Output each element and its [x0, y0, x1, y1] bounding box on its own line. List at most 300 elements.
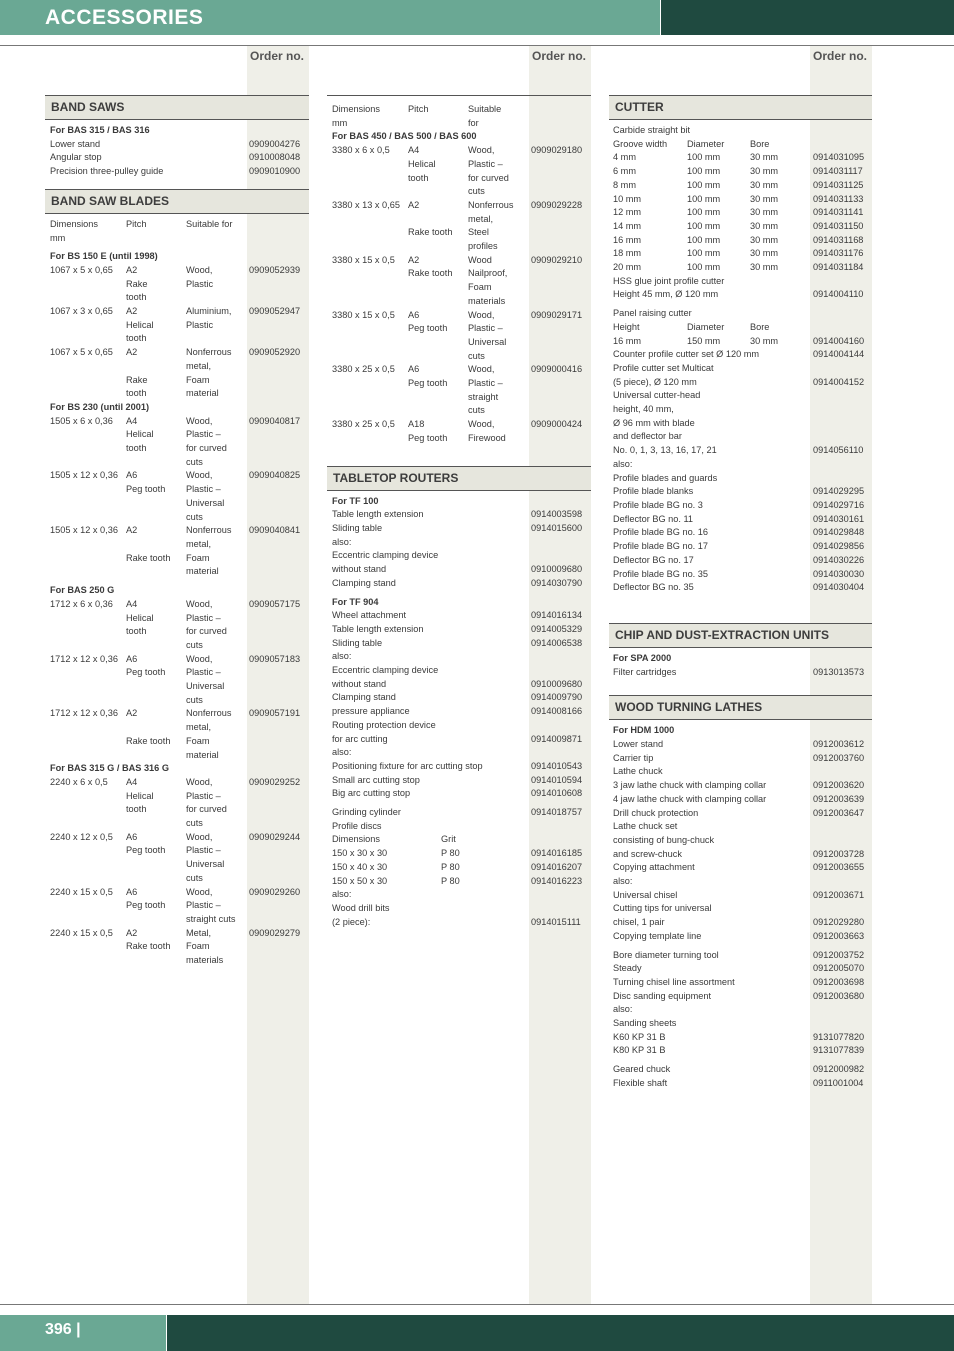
table-row: [609, 417, 872, 431]
cell-col2: 150 mm: [687, 335, 721, 346]
table-row: [609, 752, 872, 766]
order-number: 0909029260: [249, 886, 301, 897]
cell-col1: 3380 x 25 x 0,5: [332, 364, 395, 375]
cell-col2: A6: [126, 886, 138, 897]
table-row: [45, 346, 309, 360]
order-number: 0912003680: [813, 990, 865, 1001]
cell-col3: Bore: [750, 138, 770, 149]
table-row: [45, 497, 309, 511]
section-title: TABLETOP ROUTERS: [327, 466, 591, 491]
table-row: [609, 807, 872, 821]
page-title: ACCESSORIES: [45, 6, 204, 29]
order-number: 0914004152: [813, 376, 865, 387]
table-row: [609, 288, 872, 302]
cell-col3: 30 mm: [750, 220, 779, 231]
cell-col1: mm: [332, 117, 348, 128]
section-rows: [45, 120, 309, 179]
column-content: [609, 95, 872, 1091]
cell-col2: tooth: [126, 388, 147, 399]
table-row: [609, 348, 872, 362]
item-text: also:: [613, 458, 633, 469]
table-row: [45, 428, 309, 442]
cell-col3: Nonferrous: [186, 708, 232, 719]
cell-col1: 150 x 30 x 30: [332, 848, 388, 859]
item-text: Profile blades and guards: [613, 472, 718, 483]
item-text: also:: [332, 747, 352, 758]
order-number: 0909029244: [249, 831, 301, 842]
table-row: [327, 691, 591, 705]
cell-col3: Foam: [468, 282, 492, 293]
cell-col3: cuts: [186, 639, 203, 650]
item-text: K60 KP 31 B: [613, 1031, 666, 1042]
cell-col3: Plastic: [186, 319, 214, 330]
cell-col3: cuts: [468, 405, 485, 416]
footer-bar: [0, 1315, 166, 1351]
table-row: [327, 226, 591, 240]
section-title: CHIP AND DUST-EXTRACTION UNITS: [609, 623, 872, 648]
order-number: 0912003760: [813, 752, 865, 763]
item-text: Grinding cylinder: [332, 807, 401, 818]
order-number: 0913013573: [813, 666, 865, 677]
table-row: [609, 335, 872, 349]
table-row: [609, 1063, 872, 1077]
cell-col2: Peg tooth: [408, 432, 448, 443]
cell-col1: Dimensions: [332, 834, 380, 845]
section-rows: [609, 648, 872, 679]
order-number: 0909040825: [249, 470, 301, 481]
table-row: [609, 568, 872, 582]
table-row: [45, 565, 309, 579]
table-row: [609, 738, 872, 752]
table-row: [45, 250, 309, 264]
cell-col3: Wood,: [186, 831, 213, 842]
table-row: [327, 309, 591, 323]
order-number: 0909057175: [249, 598, 301, 609]
cell-col3: cuts: [186, 818, 203, 829]
cell-col1: 2240 x 6 x 0,5: [50, 776, 108, 787]
item-text: pressure appliance: [332, 706, 410, 717]
table-row: [327, 363, 591, 377]
cell-col2: tooth: [126, 333, 147, 344]
order-number: 0914010608: [531, 788, 583, 799]
item-text: K80 KP 31 B: [613, 1045, 666, 1056]
order-number: 0914029848: [813, 527, 865, 538]
cell-col2: A2: [408, 199, 420, 210]
cell-col3: Plastic: [186, 278, 214, 289]
cell-col1: 150 x 50 x 30: [332, 875, 388, 886]
cell-col3: Aluminium,: [186, 306, 232, 317]
table-row: [327, 536, 591, 550]
item-text: Sanding sheets: [613, 1018, 677, 1029]
table-row: [45, 218, 309, 232]
order-number: 0909029180: [531, 145, 583, 156]
section: [45, 95, 309, 179]
item-text: without stand: [332, 678, 387, 689]
item-text: Big arc cutting stop: [332, 788, 411, 799]
cell-col3: Plastic –: [468, 323, 503, 334]
cell-col3: 30 mm: [750, 179, 779, 190]
cell-col3: 30 mm: [750, 166, 779, 177]
cell-col3: 30 mm: [750, 207, 779, 218]
item-text: Profile cutter set Multicat: [613, 362, 714, 373]
cell-col1: 16 mm: [613, 335, 642, 346]
cell-col2: A4: [408, 145, 420, 156]
item-text: also:: [332, 889, 352, 900]
table-row: [45, 735, 309, 749]
order-number: 0914030161: [813, 513, 865, 524]
order-number: 0912003752: [813, 949, 865, 960]
cell-col1: 6 mm: [613, 166, 636, 177]
table-row: [609, 124, 872, 138]
order-number: 0914009871: [531, 733, 583, 744]
table-row: [327, 185, 591, 199]
table-row: [45, 913, 309, 927]
cell-col3: cuts: [468, 186, 485, 197]
order-number: 0909010900: [249, 166, 301, 177]
table-row: [609, 848, 872, 862]
cell-col1: 1067 x 5 x 0,65: [50, 264, 113, 275]
table-row: [45, 612, 309, 626]
cell-col3: Wood,: [468, 309, 495, 320]
cell-col2: Peg tooth: [126, 845, 166, 856]
cell-col2: A2: [408, 254, 420, 265]
cell-col3: cuts: [186, 694, 203, 705]
item-text: Counter profile cutter set Ø 120 mm: [613, 349, 760, 360]
table-row: [45, 844, 309, 858]
cell-col3: Nonferrous: [186, 525, 232, 536]
order-number: 0910008048: [249, 152, 301, 163]
table-row: [327, 158, 591, 172]
table-row: [327, 678, 591, 692]
order-number: 0909057191: [249, 708, 301, 719]
table-row: [45, 291, 309, 305]
cell-col3: Firewood: [468, 432, 506, 443]
cell-col3: cuts: [186, 456, 203, 467]
table-row: [609, 261, 872, 275]
table-row: [327, 254, 591, 268]
cell-col1: 3380 x 6 x 0,5: [332, 145, 390, 156]
cell-col3: Foam: [186, 735, 210, 746]
cell-col2: Rake: [126, 374, 148, 385]
cell-col2: A4: [126, 776, 138, 787]
order-number: 9131077820: [813, 1031, 865, 1042]
cell-col3: for: [468, 117, 479, 128]
order-number: 0912003647: [813, 807, 865, 818]
table-row: [609, 581, 872, 595]
order-number: 0910009680: [531, 678, 583, 689]
footer-accent-bar: [167, 1315, 954, 1351]
table-row: [327, 787, 591, 801]
cell-col1: 1067 x 3 x 0,65: [50, 306, 113, 317]
table-row: [609, 247, 872, 261]
table-row: [45, 332, 309, 346]
table-row: [609, 902, 872, 916]
cell-col3: metal,: [186, 538, 212, 549]
cell-col4: P 80: [441, 875, 460, 886]
table-row: [45, 927, 309, 941]
item-text: consisting of bung-chuck: [613, 834, 715, 845]
order-number: 0914029716: [813, 499, 865, 510]
item-text: Profile blade BG no. 3: [613, 499, 703, 510]
cell-col3: cuts: [186, 511, 203, 522]
cell-col2: tooth: [126, 804, 147, 815]
item-text: 3 jaw lathe chuck with clamping collar: [613, 780, 767, 791]
cell-col1: 20 mm: [613, 262, 642, 273]
cell-col3: Wood,: [186, 776, 213, 787]
item-text: without stand: [332, 564, 387, 575]
item-text: and screw-chuck: [613, 848, 682, 859]
table-row: [45, 124, 309, 138]
table-row: [45, 387, 309, 401]
cell-col2: Helical: [126, 429, 154, 440]
order-number: 0912003663: [813, 930, 865, 941]
column-content: [45, 95, 309, 968]
item-text: For BAS 315 / BAS 316: [50, 125, 150, 135]
table-row: [609, 472, 872, 486]
item-text: Eccentric clamping device: [332, 665, 439, 676]
order-number: 0914031184: [813, 262, 864, 273]
table-row: [609, 151, 872, 165]
cell-col2: Peg tooth: [126, 900, 166, 911]
table-row: [609, 875, 872, 889]
table-row: [327, 577, 591, 591]
item-text: Filter cartridges: [613, 666, 677, 677]
cell-col1: 1505 x 12 x 0,36: [50, 525, 118, 536]
cell-col3: Nonferrous: [186, 347, 232, 358]
table-row: [327, 746, 591, 760]
cell-col2: A6: [408, 364, 420, 375]
table-row: [327, 820, 591, 834]
order-number: 0914003598: [531, 509, 583, 520]
cell-col3: material: [186, 566, 219, 577]
item-text: and deflector bar: [613, 431, 682, 442]
page-number: 396 |: [45, 1321, 81, 1338]
table-row: [327, 875, 591, 889]
item-text: for arc cutting: [332, 733, 388, 744]
table-row: [45, 899, 309, 913]
cell-col3: materials: [468, 295, 506, 306]
table-row: [45, 707, 309, 721]
order-number: 0914006538: [531, 637, 583, 648]
table-row: [45, 511, 309, 525]
table-row: [327, 418, 591, 432]
table-row: [609, 724, 872, 738]
column-3: [609, 46, 872, 1304]
cell-col1: 16 mm: [613, 234, 642, 245]
table-row: [327, 563, 591, 577]
table-row: [609, 861, 872, 875]
item-text: Profile discs: [332, 820, 382, 831]
table-row: [45, 817, 309, 831]
item-text: Carrier tip: [613, 752, 654, 763]
order-number: 0914031125: [813, 179, 864, 190]
cell-col3: Wood,: [468, 145, 495, 156]
item-text: (2 piece):: [332, 916, 371, 927]
table-row: [609, 889, 872, 903]
table-row: [609, 206, 872, 220]
order-number: 0914030790: [531, 577, 583, 588]
table-row: [609, 193, 872, 207]
item-text: Table length extension: [332, 623, 424, 634]
table-row: [609, 444, 872, 458]
order-number: 0911001004: [813, 1077, 864, 1088]
cell-col1: 12 mm: [613, 207, 642, 218]
item-text: Lathe chuck set: [613, 821, 678, 832]
header-bar: [0, 0, 660, 35]
table-row: [327, 637, 591, 651]
order-number: 0909052920: [249, 347, 301, 358]
table-row: [327, 404, 591, 418]
order-number: 0909029279: [249, 927, 301, 938]
cell-col3: Wood,: [186, 886, 213, 897]
cell-col2: Rake tooth: [126, 735, 171, 746]
order-number: 0914015111: [531, 916, 581, 927]
cell-col2: Helical: [126, 790, 154, 801]
table-row: [45, 858, 309, 872]
column-1: [45, 46, 309, 1304]
cell-col2: A2: [126, 264, 138, 275]
table-row: [609, 793, 872, 807]
table-row: [327, 522, 591, 536]
table-row: [45, 524, 309, 538]
item-text: chisel, 1 pair: [613, 917, 665, 928]
order-number: 0912003612: [813, 739, 865, 750]
column-2: [327, 46, 591, 1304]
cell-col1: 10 mm: [613, 193, 642, 204]
cell-col2: 100 mm: [687, 262, 721, 273]
item-text: Drill chuck protection: [613, 807, 699, 818]
cell-col1: 4 mm: [613, 152, 636, 163]
cell-col3: for curved: [186, 804, 227, 815]
table-row: [327, 609, 591, 623]
order-number: 0914031150: [813, 220, 864, 231]
cell-col2: A6: [126, 831, 138, 842]
order-number: 0914031141: [813, 207, 864, 218]
table-row: [45, 232, 309, 246]
order-number: 0909040841: [249, 525, 301, 536]
table-row: [327, 508, 591, 522]
section-title: BAND SAWS: [45, 95, 309, 120]
order-number: 0914031095: [813, 152, 865, 163]
item-text: Eccentric clamping device: [332, 550, 439, 561]
table-row: [327, 549, 591, 563]
section-rows: [327, 103, 591, 446]
order-number: 0912003728: [813, 848, 865, 859]
cell-col3: Wood,: [186, 598, 213, 609]
order-number: 0912029280: [813, 917, 865, 928]
cell-col3: Foam: [186, 552, 210, 563]
table-row: [609, 430, 872, 444]
item-text: For TF 904: [332, 596, 379, 607]
item-text: HSS glue joint profile cutter: [613, 275, 725, 286]
cell-col2: 100 mm: [687, 193, 721, 204]
cell-col1: 1067 x 5 x 0,65: [50, 347, 113, 358]
order-number: 0912003620: [813, 780, 865, 791]
cell-col2: 100 mm: [687, 234, 721, 245]
item-text: (5 piece), Ø 120 mm: [613, 376, 697, 387]
cell-col3: for curved: [186, 443, 227, 454]
bottom-rule: [0, 1304, 954, 1305]
cell-col2: A2: [126, 708, 138, 719]
order-number: 0914029295: [813, 486, 865, 497]
order-number: 0912003655: [813, 862, 865, 873]
order-number: 0914005329: [531, 623, 583, 634]
table-row: [45, 483, 309, 497]
table-row: [609, 138, 872, 152]
table-row: [45, 415, 309, 429]
cell-col1: 3380 x 15 x 0,5: [332, 309, 395, 320]
order-number: 0910009680: [531, 564, 583, 575]
table-row: [45, 456, 309, 470]
table-row: [45, 138, 309, 152]
table-row: [609, 652, 872, 666]
table-row: [609, 165, 872, 179]
order-number: 0909052939: [249, 264, 301, 275]
table-row: [609, 540, 872, 554]
order-number: 0914004144: [813, 349, 865, 360]
table-row: [45, 694, 309, 708]
table-row: [45, 305, 309, 319]
cell-col2: Helical: [126, 319, 154, 330]
column-content: [327, 95, 591, 929]
item-text: For BAS 315 G / BAS 316 G: [50, 763, 169, 774]
cell-col1: 150 x 40 x 30: [332, 861, 388, 872]
cell-col3: 30 mm: [750, 335, 779, 346]
cell-col3: Steel: [468, 227, 489, 238]
cell-col2: Rake tooth: [408, 227, 453, 238]
section: [609, 695, 872, 1090]
item-text: For BS 230 (until 2001): [50, 401, 150, 412]
cell-col2: Peg tooth: [408, 323, 448, 334]
order-header: Order no.: [813, 49, 868, 63]
table-row: [609, 916, 872, 930]
order-number: 0909029252: [249, 776, 301, 787]
order-number: 0909040817: [249, 415, 301, 426]
order-number: 0914031133: [813, 193, 864, 204]
table-row: [327, 719, 591, 733]
order-number: 0909029171: [531, 309, 583, 320]
order-number: 0914015600: [531, 522, 583, 533]
table-row: [327, 888, 591, 902]
table-row: [45, 954, 309, 968]
item-text: Cutting tips for universal: [613, 903, 712, 914]
cell-col1: Dimensions: [50, 218, 98, 229]
cell-col3: Universal: [186, 859, 225, 870]
item-text: Sliding table: [332, 637, 383, 648]
item-text: Universal cutter-head: [613, 390, 701, 401]
table-row: [609, 403, 872, 417]
cell-col2: A4: [126, 415, 138, 426]
cell-col2: 100 mm: [687, 220, 721, 231]
section-title: WOOD TURNING LATHES: [609, 695, 872, 720]
table-row: [327, 774, 591, 788]
table-row: [327, 267, 591, 281]
cell-col3: material: [186, 749, 219, 760]
cell-col2: Pitch: [126, 218, 147, 229]
table-row: [327, 144, 591, 158]
cell-col3: Universal: [186, 681, 225, 692]
cell-col2: Diameter: [687, 138, 725, 149]
table-row: [45, 598, 309, 612]
order-number: 0914004160: [813, 335, 865, 346]
table-row: [327, 350, 591, 364]
cell-col3: 30 mm: [750, 234, 779, 245]
cell-col1: 2240 x 12 x 0,5: [50, 831, 113, 842]
order-number: 0909057183: [249, 653, 301, 664]
table-row: [45, 666, 309, 680]
cell-col3: for curved: [468, 172, 509, 183]
table-row: [609, 1031, 872, 1045]
